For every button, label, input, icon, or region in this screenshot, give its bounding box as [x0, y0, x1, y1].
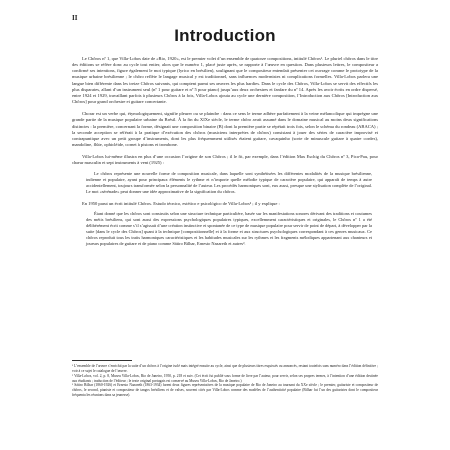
block-quote-2: [86, 211, 372, 247]
paragraph-4: En 1950 parut un écrit intitulé Chôros. Estudo técnico, estético e psicológico de Villa-Lobos² ; il y explique :: [82, 200, 280, 206]
body-text: [72, 56, 378, 247]
footnote-3: ³ Sátiro Bilhar (1860-1926) et Ernesto Nazareth (1863-1934) furent deux figures représentatives de la musique populaire de Rio de Janeiro au tournant du XXe siècle ; le premier, guitariste et compositeur de chôros, le second, pianiste et compositeur de tangos brésiliens et de valses, souvent cités par Villa-Lobos comme des modèles de l’authenticité populaire (Bilhar fut l’un des guitaristes dont le compositeur fréquenta les réunions dans sa jeunesse).: [72, 383, 378, 398]
quote-2-text: Étant donné que les chôros sont construits selon une structure technique particulière, basée sur les manifestations sonores dérivant des traditions et coutumes des métis brésiliens, qui sont aussi des expressions psychologiques populaires typiques, excellemment caractéristiques et originales, le Chôros nº 1 a été délibérément écrit comme s’il s’agissait d’une création instinctive et spontanée de ce type de musique populaire pour servir de point de départ, à développer par la suite [dans le cycle des Chôros] quant à la technique [compositionnelle] et à la forme et aux structures psychologiques correspondant à ces genres musicaux. Ce chôros reproduit tous les traits harmoniques caractéristiques et les habitudes musicales sur les rythmes et les fragments mélodiques appartenant aux chanteurs et joueurs populaires de guitare et de piano comme Sátiro Bilhar, Ernesto Nazareth et autres³.: [86, 210, 372, 247]
block-quote-1: [86, 171, 372, 195]
footnote-divider: [72, 360, 132, 361]
footnote-1: ¹ L’ensemble de l’œuvre s’enrichit par la suite d’un chôros à l’origine isolé mais intégré ensuite au cycle, ainsi que de plusieurs titres esquissés ou annoncés, restant toutefois sans numéro dans l’édition définitive ; voir à ce sujet le catalogue de l’œuvre.: [72, 364, 378, 373]
paragraph-3: Villa-Lobos lui-même illustra en plus d’une occasion l’origine de son Chôros ; il le fit, par exemple, dans l’édition Max Eschig du Chôros nº 3, Pica-Pau, pour chœur masculin et sept instruments à vent (1925) :: [72, 154, 378, 166]
footnotes: [72, 364, 378, 398]
page-title: Introduction: [174, 26, 276, 45]
footnote-2: ² Villa-Lobos, vol. 2, p. 8, Museu Villa-Lobos, Rio de Janeiro, 1950, p. 218 et suiv. (Cet écrit fut publié sous forme de livre par l’auteur, pour servir, selon ses propres termes, à l’intention d’une édition destinée aux étudiants ; traduction de l’éditeur ; le texte original portugais est conservé au Museu Villa-Lobos, Rio de Janeiro.): [72, 373, 378, 383]
quote-1-text: Le chôros représente une nouvelle forme de composition musicale, dans laquelle sont synthétisées les différentes modalités de la musique brésilienne, indienne et populaire, ayant pour principaux éléments le rythme et n’importe quelle mélodie typique de caractère populaire, qui apparaît de temps à autre accidentellement, toujours transformée selon la personnalité de l’auteur. Les procédés harmoniques sont, eux aussi, presque une stylisation complète de l’original. Le mot «sérénade» peut donner une idée approximative de la signification du chôros.: [86, 170, 372, 194]
page-number: II: [72, 14, 78, 22]
paragraph-1: Le Chôros nº 1, que Villa-Lobos date de «Rio, 1920», est le premier volet d’un ensemble de quatorze compositions, intitulé Chôros¹. Le pluriel chôros dans le titre des éditions se réfère donc au cycle tout entier, alors que le numéro 1, placé juste après, se rapporte à l’œuvre en question. Dans plusieurs lettres, le compositeur a confirmé ses intentions, figure également le mot typique (lyrico en brésilien), soulignant que le compositeur entendait présenter cet ouvrage comme le prototype de la musique urbaine brésilienne ; le chôro reflète le langage musical y est traditionnel, sans influences modernistes ni complications formelles. Villa-Lobos parlera une langue bien différente dans les treize Chôros suivants, qui comptent parmi ses œuvres les plus hardies. Dans le cycle des Chôros, Villa-Lobos se servit des effectifs les plus disparates, allant d’un instrument seul (nº 1 pour guitare et nº 5 pour piano) jusqu’aux deux orchestres et fanfare du nº 14. Après les avoir écrits en ordre dispersé, entre 1924 et 1929, travaillant parfois à plusieurs Chôros à la fois, Villa-Lobos ajouta au cycle une dernière composition, l’Introduction aux Chôros [Introduction aux Chôros] pour grand orchestre et guitare concertante.: [72, 56, 378, 105]
paragraph-2: Chorar est un verbe qui, étymologiquement, signifie pleurer ou se plaindre : dans ce sens le terme adhère parfaitement à la veine mélancolique qui imprègne une grande partie de la musique populaire urbaine du Brésil. À la fin du XIXe siècle, le terme chôro avait assumé dans le domaine musical au moins deux significations distinctes : la première, concernant la forme, désignait une composition binaire (B) dont la première partie se répétait trois fois, selon le schéma du rondeau (ABACA) ; la seconde acception se référait à la pratique d’exécution des chôros (musiciens interprètes de chôros) consistant à jouer des séries de caractère improvisé et contrapuntique avec un petit groupe d’instruments, dont les plus fréquemment utilisés étaient guitare, cavaquinho (sorte de minuscule guitare à quatre cordes), mandoline, flûte, ophicléide, cornet à pistons et trombone.: [72, 111, 378, 148]
